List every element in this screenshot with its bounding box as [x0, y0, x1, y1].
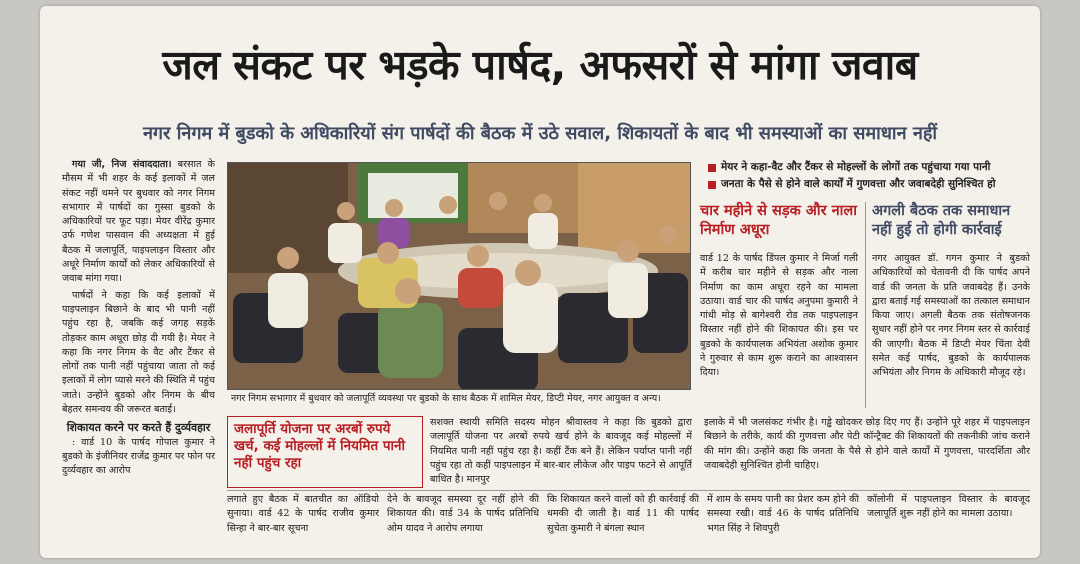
- newspaper-clipping: [40, 6, 1040, 558]
- bottom-col-5: कॉलोनी में पाइपलाइन विस्तार के बावजूद जलापूर्ति शुरू नहीं होने का मामला उठाया।: [867, 494, 1030, 520]
- lower-text-2: इलाके में भी जलसंकट गंभीर है। गड्ढे खोदकर छोड़ दिए गए हैं। उन्होंने पूरे शहर में पाइपलाइन बिछाने के तरीके, कार्य की गुणवत्ता और पेटी कॉन्ट्रैक्ट की शिकायतों की तकनीकी जांच कराने की मांग की। उन्होंने कहा कि जनता के पैसे से होने वाले कार्यों में गुणवत्ता, पारदर्शिता और जवाबदेही सुनिश्चित होनी चाहिए।: [704, 417, 1030, 471]
- paragraph-3: : वार्ड 10 के पार्षद गोपाल कुमार ने बुडको के इंजीनियर राजेंद्र कुमार पर फोन पर दुर्व्यवहार का आरोप: [62, 436, 215, 477]
- right-box-heading: अगली बैठक तक समाधान नहीं हुई तो होगी कार्रवाई: [872, 203, 1011, 238]
- meeting-photo: [227, 162, 691, 390]
- red-pull-quote: जलापूर्ति योजना पर अरबों रुपये खर्च, कई मोहल्लों में नियमित पानी नहीं पहुंच रहा: [227, 416, 423, 488]
- middle-box-heading: चार महीने से सड़क और नाला निर्माण अधूरा: [700, 203, 857, 238]
- left-subhead: शिकायत करने पर करते हैं दुर्व्यवहार: [66, 421, 211, 435]
- bullet-text: जनता के पैसे से होने वाले कार्यों में गुणवत्ता और जवाबदेही सुनिश्चित हो: [721, 178, 996, 190]
- bullet-text: मेयर ने कहा-वैट और टैंकर से मोहल्लों के लोगों तक पहुंचाया गया पानी: [721, 161, 991, 173]
- bottom-col-4: में शाम के समय पानी का प्रेशर कम होने की समस्या रखी। वार्ड 46 के पार्षद प्रतिनिधि भगत सिंह ने शिवपुरी: [707, 494, 859, 534]
- paragraph-1-text: बरसात के मौसम में भी शहर के कई इलाकों में जल संकट नहीं थमने पर बुधवार को नगर निगम सभागार में पार्षदों का गुस्सा बुडको के अधिकारियों पर फूट पड़ा। मेयर वीरेंद्र कुमार उर्फ गणेश पासवान की अध्यक्षता में हुई बैठक में जलापूर्ति, पाइपलाइन विस्तार और अधूरे निर्माण कार्यों को लेकर अधिकारियों से जवाब मांगा गया।: [62, 159, 215, 285]
- bullet-square-icon: [708, 181, 716, 189]
- headline: जल संकट पर भड़के पार्षद, अफसरों से मांगा जवाब: [162, 41, 918, 89]
- bullet-item: [708, 160, 1030, 175]
- paragraph-1: [62, 158, 215, 287]
- subheadline: नगर निगम में बुडको के अधिकारियों संग पार्षदों की बैठक में उठे सवाल, शिकायतों के बाद भी समस्याओं का समाधान नहीं: [142, 123, 938, 144]
- paragraph-2: पार्षदों ने कहा कि कई इलाकों में पाइपलाइन बिछाने के बाद भी पानी नहीं पहुंच रहा है, जबकि कई जगह सड़कें तोड़कर काम अधूरा छोड़ दी गयी है। मेयर ने कहा कि नगर निगम के वैट और टैंकर से लोगों तक पानी नहीं पहुंचाया जाता तो कई इलाकों में लोग प्यासे मरने की स्थिति में पहुंच जाते। उन्होंने बुडको और निगम के बीच बेहतर समन्वय की जरूरत बताई।: [62, 289, 215, 416]
- column-divider: [865, 202, 866, 408]
- photo-caption: नगर निगम सभागार में बुधवार को जलापूर्ति व्यवस्था पर बुडको के साथ बैठक में शामिल मेयर, डिप्टी मेयर, नगर आयुक्त व अन्य।: [231, 393, 661, 404]
- dateline: गया जी, निज संवाददाता।: [72, 159, 172, 170]
- highlight-bullets: [708, 160, 1030, 194]
- horizontal-divider: [227, 490, 1030, 491]
- middle-box-body: वार्ड 12 के पार्षद डिंपल कुमार ने मिर्जा गली में करीब चार महीने से सड़क और नाला निर्माण का काम अधूरा रहने का मामला उठाया। वार्ड चार की पार्षद अनुपमा कुमारी ने गांधी मोड़ से बागेश्वरी रोड तक पाइपलाइन विस्तार नहीं होने की शिकायत की। इस पर बुडको के कार्यपालक अभियंता अशोक कुमार ने गुरुवार से काम शुरू कराने का आश्वासन दिया।: [700, 253, 858, 379]
- right-box-body: नगर आयुक्त डॉ. गगन कुमार ने बुडको अधिकारियों को चेतावनी दी कि पार्षद अपने वार्ड की जनता के प्रति जवाबदेह हैं। उनके द्वारा बताई गई समस्याओं का तत्काल समाधान किया जाए। अगली बैठक तक संतोषजनक सुधार नहीं होने पर नगर निगम स्तर से कार्रवाई की जाएगी। बैठक में डिप्टी मेयर चिंता देवी समेत कई पार्षद, बुडको के कार्यपालक अभियंता और निगम के अधिकारी मौजूद रहे।: [872, 253, 1030, 379]
- lower-text-1: सशक्त स्थायी समिति सदस्य मोहन श्रीवास्तव ने कहा कि बुडको द्वारा जलापूर्ति योजना पर अरबों रुपये खर्च होने के बावजूद कई मोहल्लों में नियमित पानी नहीं पहुंच रहा है। कहीं टैंक बने हैं। लेकिन पर्याप्त पानी नहीं पहुंच रहा तो कहीं पाइपलाइन में बार-बार लीकेज और पाइप फटने से आपूर्ति बाधित है। मानपुर: [430, 417, 692, 486]
- left-column: [62, 158, 215, 553]
- bottom-col-3: कि शिकायत करने वालों को ही कार्रवाई की धमकी दी जाती है। वार्ड 11 की पार्षद सुचेता कुमारी ने बंगला स्थान: [547, 494, 699, 534]
- bottom-col-1: लगाते हुए बैठक में बातचीत का ऑडियो सुनाया। वार्ड 42 के पार्षद राजीव कुमार सिन्हा ने बार-बार सूचना: [227, 494, 379, 534]
- bullet-square-icon: [708, 164, 716, 172]
- meeting-photo-image: [228, 163, 691, 390]
- bottom-col-2: देने के बावजूद समस्या दूर नहीं होने की शिकायत की। वार्ड 34 के पार्षद प्रतिनिधि ओम यादव ने आरोप लगाया: [387, 494, 539, 534]
- bullet-item: [708, 177, 1030, 192]
